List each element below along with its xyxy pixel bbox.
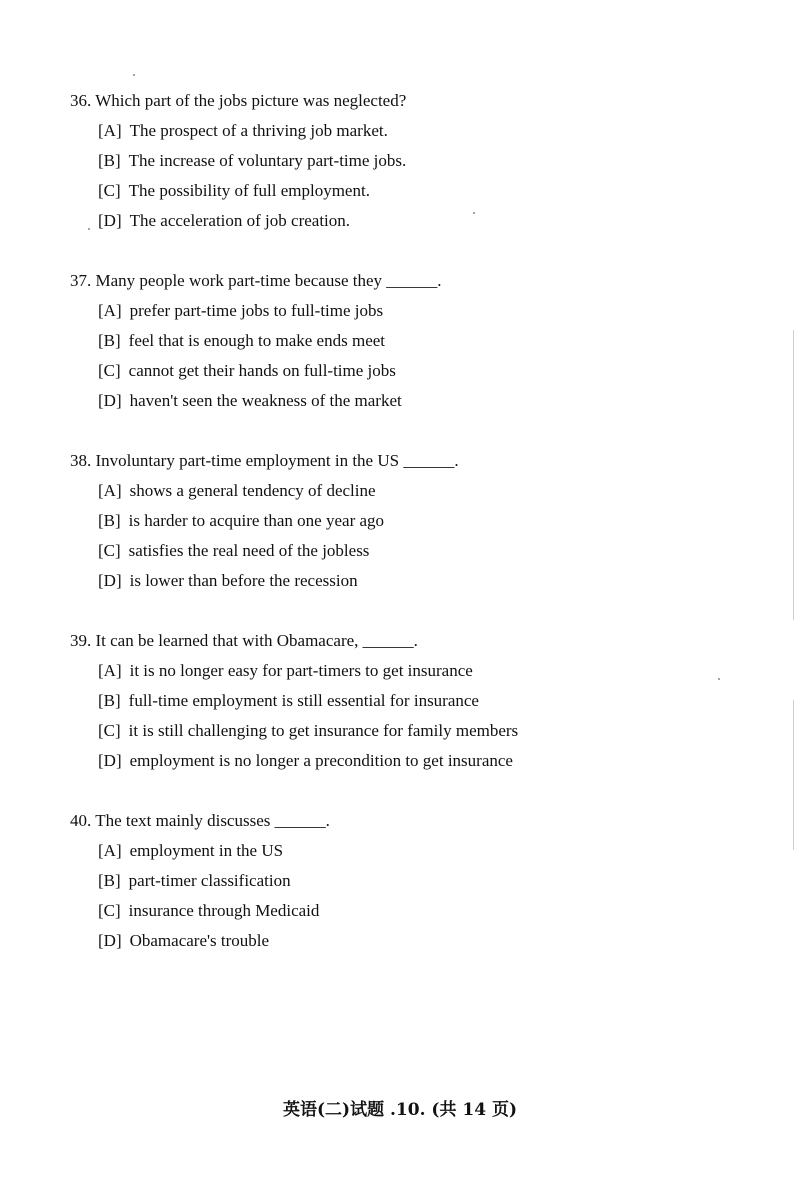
option-text: The possibility of full employment.: [128, 181, 370, 200]
option-letter: [C]: [98, 721, 121, 740]
option-text: employment is no longer a precondition to get insurance: [129, 751, 513, 770]
question-37: [70, 266, 770, 416]
question-text: Which part of the jobs picture was neglected?: [95, 91, 407, 110]
option-d: [98, 926, 770, 956]
question-number: 40.: [70, 811, 92, 830]
option-text: is harder to acquire than one year ago: [128, 511, 385, 530]
option-letter: [C]: [98, 361, 121, 380]
option-d: [98, 566, 770, 596]
option-c: [98, 176, 770, 206]
question-text: Involuntary part-time employment in the US ______.: [95, 451, 459, 470]
question-stem: [70, 266, 770, 296]
option-a: [98, 296, 770, 326]
option-letter: [B]: [98, 691, 121, 710]
option-c: [98, 716, 770, 746]
question-text: The text mainly discusses ______.: [95, 811, 330, 830]
question-stem: [70, 446, 770, 476]
option-letter: [A]: [98, 841, 122, 860]
question-36: [70, 86, 770, 236]
option-a: [98, 116, 770, 146]
question-40: [70, 806, 770, 956]
option-letter: [D]: [98, 751, 122, 770]
option-text: full-time employment is still essential for insurance: [128, 691, 479, 710]
question-number: 38.: [70, 451, 92, 470]
option-text: haven't seen the weakness of the market: [129, 391, 402, 410]
question-stem: [70, 86, 770, 116]
option-text: is lower than before the recession: [129, 571, 358, 590]
option-b: [98, 326, 770, 356]
option-text: The acceleration of job creation.: [129, 211, 351, 230]
option-b: [98, 866, 770, 896]
option-text: shows a general tendency of decline: [129, 481, 376, 500]
option-c: [98, 536, 770, 566]
option-b: [98, 146, 770, 176]
option-letter: [A]: [98, 301, 122, 320]
option-d: [98, 386, 770, 416]
option-letter: [C]: [98, 541, 121, 560]
option-text: it is no longer easy for part-timers to get insurance: [129, 661, 473, 680]
option-text: part-timer classification: [128, 871, 291, 890]
option-text: feel that is enough to make ends meet: [128, 331, 386, 350]
option-text: The prospect of a thriving job market.: [129, 121, 388, 140]
option-b: [98, 686, 770, 716]
option-text: insurance through Medicaid: [128, 901, 320, 920]
scan-speck: [718, 678, 720, 680]
page-footer: 英语(二)试题 .10. (共 14 页): [283, 1100, 517, 1120]
scan-edge-line: [793, 330, 794, 620]
option-text: satisfies the real need of the jobless: [128, 541, 370, 560]
option-text: The increase of voluntary part-time jobs.: [128, 151, 407, 170]
question-stem: [70, 806, 770, 836]
option-d: [98, 746, 770, 776]
option-a: [98, 836, 770, 866]
question-38: [70, 446, 770, 596]
scan-speck: [88, 228, 90, 230]
question-stem: [70, 626, 770, 656]
question-39: [70, 626, 770, 776]
option-d: [98, 206, 770, 236]
option-letter: [A]: [98, 121, 122, 140]
option-letter: [D]: [98, 391, 122, 410]
option-letter: [B]: [98, 331, 121, 350]
option-letter: [C]: [98, 181, 121, 200]
option-a: [98, 656, 770, 686]
option-b: [98, 506, 770, 536]
option-letter: [A]: [98, 481, 122, 500]
option-text: employment in the US: [129, 841, 284, 860]
option-letter: [B]: [98, 151, 121, 170]
scan-speck: [133, 74, 135, 76]
question-number: 39.: [70, 631, 92, 650]
scan-speck: [473, 212, 475, 214]
question-number: 36.: [70, 91, 92, 110]
option-c: [98, 896, 770, 926]
question-text: It can be learned that with Obamacare, ______.: [95, 631, 418, 650]
question-number: 37.: [70, 271, 92, 290]
scan-edge-line: [793, 700, 794, 850]
question-text: Many people work part-time because they ______.: [95, 271, 442, 290]
option-letter: [C]: [98, 901, 121, 920]
option-text: cannot get their hands on full-time jobs: [128, 361, 396, 380]
option-letter: [D]: [98, 931, 122, 950]
option-letter: [A]: [98, 661, 122, 680]
option-letter: [B]: [98, 511, 121, 530]
option-letter: [D]: [98, 571, 122, 590]
option-c: [98, 356, 770, 386]
option-letter: [D]: [98, 211, 122, 230]
option-text: prefer part-time jobs to full-time jobs: [129, 301, 384, 320]
option-text: Obamacare's trouble: [129, 931, 270, 950]
option-letter: [B]: [98, 871, 121, 890]
option-a: [98, 476, 770, 506]
option-text: it is still challenging to get insurance for family members: [128, 721, 519, 740]
